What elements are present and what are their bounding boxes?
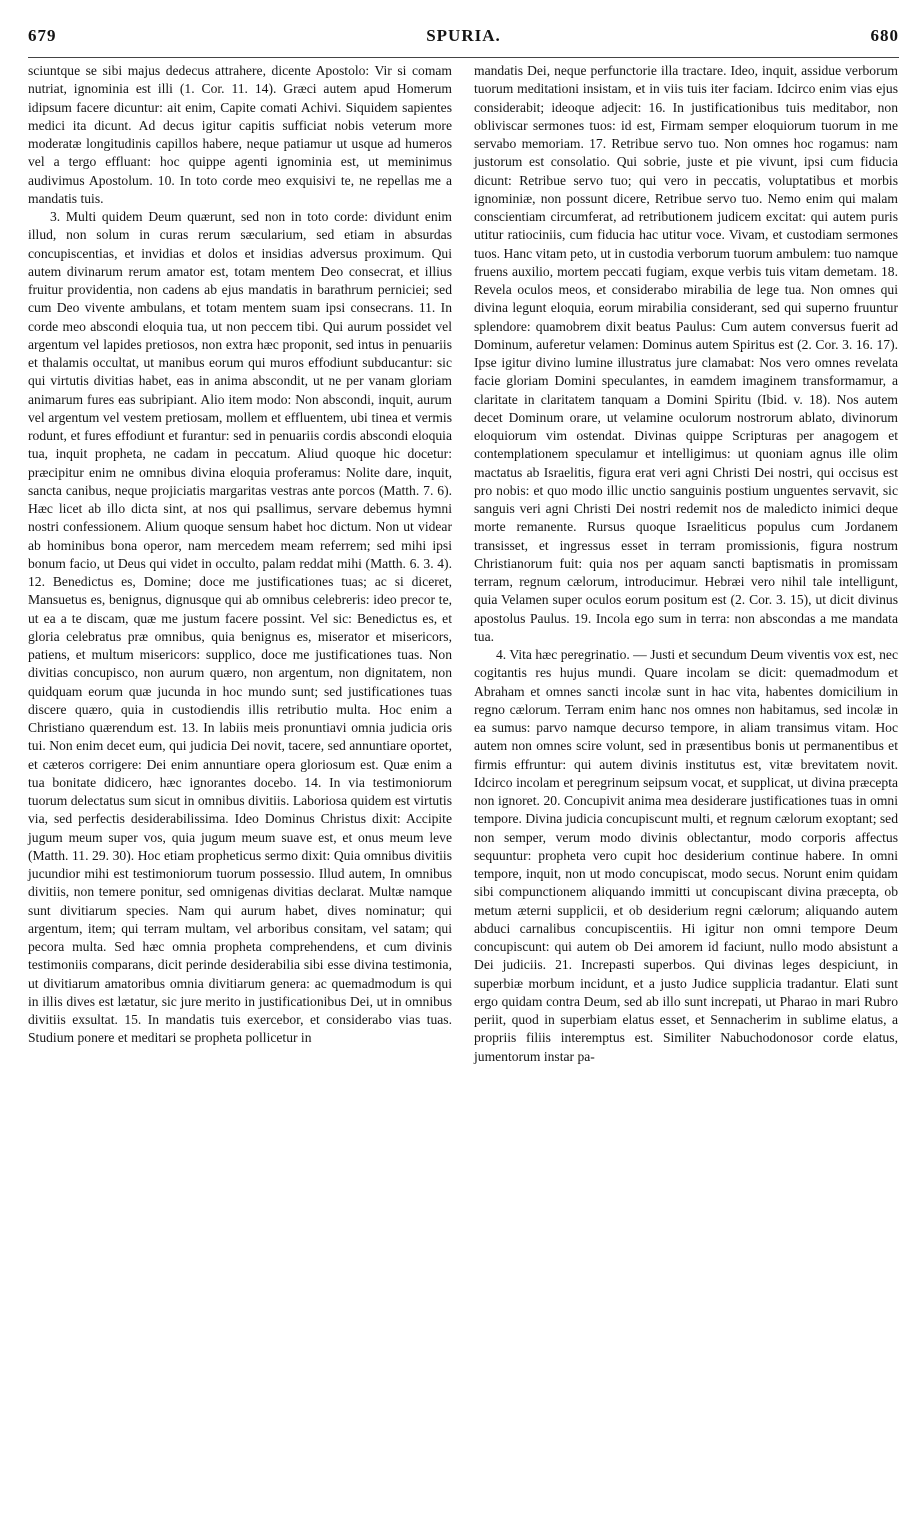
text-columns bbox=[28, 62, 899, 1066]
left-paragraph-1: sciuntque se sibi majus dedecus attrahere, dicente Apostolo: Vir si comam nutriat, ignominia est illi (1. Cor. 11. 14). Græci autem apud Homerum idipsum facere dicuntur: ait enim, Capite comati Achivi. Siquidem sapientes medici ita dicunt. Ad decus igitur capitis sufficiat nobis veterum more moderatæ longitudinis capillos habere, neque patiamur ut usque ad humeros vel a tergo effluant: hoc quippe agenti ignominia est, ut meminimus audivimus Apostolum. 10. In toto corde meo exquisivi te, ne repellas me a mandatis tuis. bbox=[28, 63, 452, 206]
right-paragraph-2: 4. Vita hæc peregrinatio. — Justi et secundum Deum viventis vox est, nec cogitantis res hujus mundi. Quare incolam se dicit: quemadmodum et Abraham et omnes sancti incolæ sunt in hac vita, habentes domicilium in regno cælorum. Terram enim hanc nos omnes non habitamus, sed incolæ in ea sumus: parvo namque decurso tempore, in aliam transimus vitam. Hoc autem non omnes scire volunt, sed in præsentibus bonis ut permanentibus et firmis effruntur: qui autem divinis institutus est, vitæ brevitatem novit. Idcirco incolam et peregrinum seipsum vocat, et supplicat, ut divina præcepta non ignoret. 20. Concupivit anima mea desiderare justificationes tuas in omni tempore. Divina judicia concupiscunt multi, et regnum cælorum exoptant; sed non semper, verum modo divinis oblectantur, modo corporis affectus sequuntur: propheta vero cupit hoc desiderium continue habere. In omni tempore, inquit, non ut modo concupiscat, modo secus. Norunt enim quidam sibi compunctionem aliquando immitti ut concupiscant divina præcepta, ob metum æterni supplicii, et ob desiderium regni cælorum; aliquando autem abduci carnalibus concupiscentiis. Hi igitur non omni tempore Deum concupiscunt: qui autem ob Dei amorem id faciunt, nullo modo absistunt a Dei judiciis. 21. Increpasti superbos. Qui divinas leges despiciunt, in superbiæ morbum incidunt, et a justo Judice supplicia tradantur. Elati sunt ergo quidam contra Deum, sed ab illo sunt increpati, ut Pharao in mari Rubro periit, quod in superbiam elatus esset, et Sennacherim in sublime elatus, a propriis filiis interemptus est. Similiter Nabuchodonosor corde elatus, jumentorum instar pa- bbox=[474, 647, 898, 1064]
left-paragraph-2: 3. Multi quidem Deum quærunt, sed non in toto corde: dividunt enim illud, non solum in curas rerum sæcularium, sed etiam in absurdas concupiscentias, et invidias et dolos et insidias adversus proximum. Qui autem divinarum rerum amator est, totam mentem Deo consecrat, et illius fruitur providentia, non cadens ab ejus mandatis in barathrum perniciei; sed cum Deo vivente ambulans, et totam mentem suam ipsi consecrans. 11. In corde meo abscondi eloquia tua, ut non peccem tibi. Qui aurum possidet vel argentum vel lapides pretiosos, non extra hæc proponit, sed intus in penuariis et thalamis occultat, ut manibus eorum qui muros effodiunt subducantur: sic qui virtutis divitias habet, eas in anima abscondit, ut ne per vanam gloriam animarum fures eas subripiant. Alio item modo: Non abscondi, inquit, aurum vel argentum vel vestem pretiosam, mollem et effluentem, ubi tinea et vermis rodunt, et fures effodiunt et furantur: sed in penuariis cordis abscondi eloquia tua, inquit propheta, ne cadam in peccatum. Aliud quoque hic docetur: præcipitur enim ne omnibus divina eloquia proferamus: Nolite dare, inquit, sancta canibus, neque projiciatis margaritas vestras ante porcos (Matth. 7. 6). Hæc licet ab illo dicta sint, at nos qui psallimus, servare debemus hymni nostri confessionem. Alium quoque sensum habet hoc dictum. Non ut videar ab hominibus bona operor, nam mercedem meam referrem; sed mihi ipsi bonum facio, ut Deus qui videt in occulto, palam reddat mihi (Matth. 6. 3. 4). 12. Benedictus es, Domine; doce me justificationes tuas; ac si diceret, Mansuetus es, benignus, dignusque qui ab omnibus celebreris: ideo precor te, ut ea a te discam, quæ me justum facere possint. Vel sic: Benedictus es, et gloria celebratus præ omnibus, quia benignus es, miserator et misericors, patiens, et multum misericors: supplico, doce me justificationes tuas. Non divitias concupisco, non aurum quæro, non argentum, non dignitatem, non quidquam eorum quæ jucunda in hoc mundo sunt; sed justificationes tuas discere quæro, quia in custodiendis illis retributio multa. Hoc enim a Christiano quærendum est. 13. In labiis meis pronuntiavi omnia judicia oris tui. Non enim decet eum, qui judicia Dei novit, tacere, sed annuntiare oportet, et cæteros corrigere: Dei enim annuntiare opera gloriosum est. Quæ enim a tua bonitate didicero, hæc ignorantes docebo. 14. In via testimoniorum tuorum delectatus sum sicut in omnibus divitiis. Laboriosa quidem est virtutis via, sed perfectis desiderabilissima. Ideo Dominus Christus dixit: Accipite jugum meum super vos, quia jugum meum suave est, et onus meum leve (Matth. 11. 29. 30). Hoc etiam propheticus sermo dixit: Quia omnibus divitiis jucundior mihi est testimoniorum tuorum possessio. Illud autem, In omnibus divitiis, non temere ponitur, sed omnigenas divitias declarat. Multæ namque sunt divitiarum species. Nam qui aurum habet, dives nominatur; qui argentum, item; qui terram multam, vel arboribus consitam, vel satam; qui pecora multa. Sed hæc omnia propheta comprehendens, et cum divinis testimoniis comparans, dicit perinde desiderabilia sibi esse divina testimonia, ut divitiarum amatoribus omnia divitiarum genera: ac quemadmodum is qui in illis dives est lætatur, sic jure merito in justificationibus Dei, ut in omnibus divitiis exsultat. 15. In mandatis tuis exercebor, et considerabo vias tuas. Studium ponere et meditari se propheta pollicetur in bbox=[28, 209, 452, 1046]
running-header bbox=[28, 26, 899, 58]
right-page-number: 680 bbox=[870, 26, 899, 45]
left-page-number: 679 bbox=[28, 26, 57, 45]
left-column bbox=[28, 62, 452, 1066]
running-title: SPURIA. bbox=[426, 26, 501, 45]
right-column bbox=[474, 62, 898, 1066]
right-paragraph-1: mandatis Dei, neque perfunctorie illa tractare. Ideo, inquit, assidue verborum tuorum meditationi insistam, et in viis tuis iter faciam. Idcirco enim vias ejus considerabit; ideoque adjecit: 16. In justificationibus tuis meditabor, non obliviscar sermones tuos: id est, Firmam semper eloquiorum tuorum in me servabo memoriam. 17. Retribue servo tuo. Non omnes hoc rogamus: nam justorum est consolatio. Qui sobrie, juste et pie vivunt, ipsi cum fiducia dicunt: Retribue servo tuo; qui vero in peccatis, voluptatibus et morbis ignominiæ, non possunt dicere, Retribue servo tuo. Nemo enim qui malam conscientiam circumferat, ad retributionem judicem excitat: qui autem puris utitur ratiociniis, cum fiducia hac utitur voce. Vivam, et custodiam sermones tuos. Hanc vitam peto, ut in custodia verborum tuorum ambulem: tuo namque fruens auxilio, mortem peccati fugiam, exque verbis tuis vitam demetam. 18. Revela oculos meos, et considerabo mirabilia de lege tua. Non omnes qui divina legunt eloquia, eorum mirabilia considerant, sed qui superno fruuntur splendore: quamobrem dixit beatus Paulus: Cum autem conversus fuerit ad Dominum, auferetur velamen: Dominus autem Spiritus est (2. Cor. 3. 16. 17). Ipse igitur divino lumine illustratus jure clamabat: Nos vero omnes revelata facie gloriam Domini speculantes, in eamdem imaginem transformamur, a claritate in claritatem tanquam a Domini Spiritu (Ibid. v. 18). Nos autem decet Dominum orare, ut velamine oculorum nostrorum ablato, divinorum eloquiorum vim ostendat. Divinas quippe Scripturas per anagogem et contemplationem speculamur et intelligimus: ut quoniam agnus ille olim mactatus ab Israelitis, figura erat veri agni Christi Dei nostri, qui occisus est pro nobis: et quo modo illic unctio sanguinis postium unguentes servavit, sic sanguis veri agni Christi Dei nostri redemit nos de maledicto inimici deque morte remanente. Rursus quoque Israeliticus populus cum Jordanem transisset, et ingressus esset in terram promissionis, figura nostrum Christianorum fuit: quia nos per aquam sancti baptismatis in promissam terram, regnum cælorum, introducimur. Hebræi vero nihil tale intelligunt, quia Velamen super oculos eorum positum est (2. Cor. 3. 15), ut dicit divinus apostolus Paulus. 19. Incola ego sum in terra: non abscondas a me mandata tua. bbox=[474, 63, 898, 644]
